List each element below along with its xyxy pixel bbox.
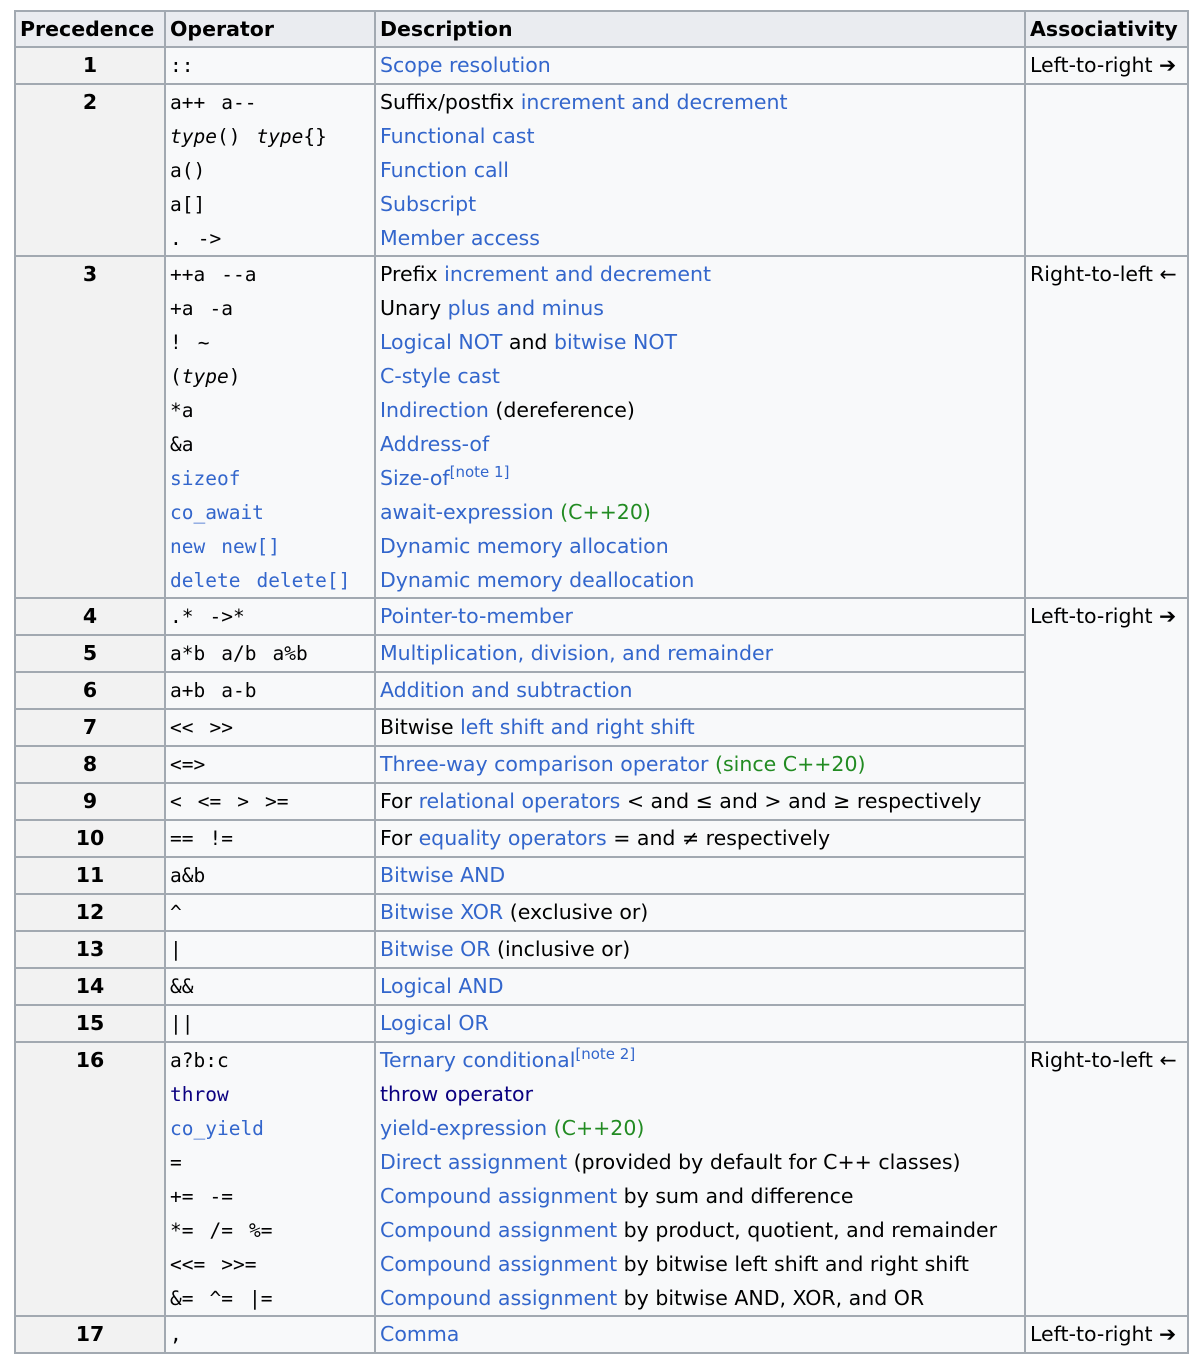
table-row bbox=[15, 746, 1188, 783]
description-link[interactable]: Function call bbox=[380, 158, 509, 182]
associativity-cell bbox=[1025, 1316, 1188, 1353]
header-associativity[interactable]: Associativity bbox=[1025, 11, 1188, 47]
operator-cell bbox=[165, 598, 375, 635]
operator-code: .* bbox=[170, 605, 194, 628]
description-cell bbox=[375, 84, 1025, 256]
operator-code: -> bbox=[197, 227, 222, 250]
description-link[interactable]: Compound assignment bbox=[380, 1286, 618, 1310]
description-text: Prefix bbox=[380, 262, 445, 286]
description-cell bbox=[375, 709, 1025, 746]
description-link[interactable]: Direct assignment bbox=[380, 1150, 568, 1174]
description-cell bbox=[375, 47, 1025, 84]
description-link[interactable]: throw operator bbox=[380, 1082, 533, 1106]
description-cell bbox=[375, 857, 1025, 894]
associativity-cell bbox=[1025, 84, 1188, 256]
description-link[interactable]: yield-expression bbox=[380, 1116, 548, 1140]
operator-code: <= bbox=[197, 790, 222, 813]
description-text: Unary bbox=[380, 296, 448, 320]
operator-keyword-link[interactable]: delete[] bbox=[256, 569, 351, 592]
description-link[interactable]: Logical NOT bbox=[380, 330, 503, 354]
table-row bbox=[15, 820, 1188, 857]
table-row bbox=[15, 256, 1188, 598]
operator-code: a-- bbox=[221, 91, 257, 114]
description-cell bbox=[375, 1042, 1025, 1316]
associativity-cell bbox=[1025, 1042, 1188, 1316]
table-row bbox=[15, 857, 1188, 894]
description-link[interactable]: Functional cast bbox=[380, 124, 535, 148]
description-cell bbox=[375, 894, 1025, 931]
description-link[interactable]: Bitwise OR bbox=[380, 937, 491, 961]
operator-code: {} bbox=[303, 125, 327, 148]
description-link[interactable]: Size-of bbox=[380, 466, 450, 490]
description-link[interactable]: Pointer-to-member bbox=[380, 604, 573, 628]
footnote-link[interactable]: [note 1] bbox=[449, 463, 510, 481]
operator-code: ! bbox=[170, 331, 182, 354]
precedence-cell: 13 bbox=[15, 931, 165, 968]
description-text: = and ≠ respectively bbox=[606, 826, 831, 850]
description-link[interactable]: Address-of bbox=[380, 432, 490, 456]
operator-code: ^= bbox=[209, 1287, 233, 1310]
associativity-text: Right-to-left ← bbox=[1030, 1048, 1177, 1072]
description-text: (dereference) bbox=[488, 398, 635, 422]
description-text: (exclusive or) bbox=[503, 900, 649, 924]
version-tag: (C++20) bbox=[547, 1116, 645, 1140]
description-link[interactable]: Addition and subtraction bbox=[380, 678, 633, 702]
operator-keyword-link[interactable]: co_yield bbox=[170, 1117, 264, 1140]
operator-code: >= bbox=[264, 790, 289, 813]
operator-keyword-link[interactable]: new bbox=[170, 535, 206, 558]
precedence-cell: 10 bbox=[15, 820, 165, 857]
description-text: by sum and difference bbox=[617, 1184, 854, 1208]
operator-cell bbox=[165, 635, 375, 672]
associativity-cell bbox=[1025, 598, 1188, 1042]
operator-code: &= bbox=[170, 1287, 194, 1310]
operator-code: *a bbox=[170, 399, 194, 422]
operator-cell bbox=[165, 783, 375, 820]
description-text: (provided by default for C++ classes) bbox=[567, 1150, 961, 1174]
header-row bbox=[15, 11, 1188, 47]
description-cell bbox=[375, 783, 1025, 820]
description-text: For bbox=[380, 789, 419, 813]
description-text: Suffix/postfix bbox=[380, 90, 521, 114]
operator-cell bbox=[165, 1042, 375, 1316]
description-link[interactable]: Three-way comparison operator bbox=[380, 752, 709, 776]
operator-code: a%b bbox=[272, 642, 308, 665]
description-link[interactable]: plus and minus bbox=[447, 296, 604, 320]
precedence-cell: 14 bbox=[15, 968, 165, 1005]
operator-cell bbox=[165, 820, 375, 857]
operator-cell bbox=[165, 672, 375, 709]
operator-code: a+b bbox=[170, 679, 206, 702]
operator-code: >> bbox=[209, 716, 233, 739]
description-link[interactable]: Member access bbox=[380, 226, 540, 250]
operator-code: ) bbox=[228, 365, 241, 388]
description-link[interactable]: Compound assignment bbox=[380, 1184, 618, 1208]
operator-code: ( bbox=[170, 365, 182, 388]
operator-code: ^ bbox=[170, 901, 182, 924]
operator-cell bbox=[165, 84, 375, 256]
description-link[interactable]: Ternary conditional bbox=[380, 1048, 576, 1072]
operator-code: += bbox=[170, 1185, 194, 1208]
operator-keyword-link[interactable]: co_await bbox=[170, 501, 264, 524]
table-row bbox=[15, 84, 1188, 256]
operator-code: a/b bbox=[221, 642, 257, 665]
associativity-text: Left-to-right ➔ bbox=[1030, 53, 1177, 77]
operator-code: +a bbox=[170, 297, 194, 320]
description-link[interactable]: Dynamic memory allocation bbox=[380, 534, 669, 558]
description-link[interactable]: await-expression bbox=[380, 500, 554, 524]
precedence-cell: 7 bbox=[15, 709, 165, 746]
version-tag: (C++20) bbox=[553, 500, 651, 524]
description-text: For bbox=[380, 826, 419, 850]
operator-code: a&b bbox=[170, 864, 206, 887]
operator-cell bbox=[165, 857, 375, 894]
associativity-text: Left-to-right ➔ bbox=[1030, 1322, 1177, 1346]
precedence-cell: 6 bbox=[15, 672, 165, 709]
operator-cell bbox=[165, 894, 375, 931]
table-row bbox=[15, 672, 1188, 709]
associativity-cell bbox=[1025, 256, 1188, 598]
description-text: (inclusive or) bbox=[490, 937, 631, 961]
header-operator[interactable]: Operator bbox=[165, 11, 375, 47]
precedence-cell: 1 bbox=[15, 47, 165, 84]
operator-code: <=> bbox=[170, 753, 206, 776]
precedence-cell: 8 bbox=[15, 746, 165, 783]
table-row bbox=[15, 968, 1188, 1005]
description-link[interactable]: Multiplication, division, and remainder bbox=[380, 641, 774, 665]
description-link[interactable]: increment and decrement bbox=[444, 262, 712, 286]
table-row bbox=[15, 635, 1188, 672]
operator-code: -a bbox=[209, 297, 233, 320]
footnote-link[interactable]: [note 2] bbox=[575, 1045, 636, 1063]
description-text: < and ≤ and > and ≥ respectively bbox=[620, 789, 982, 813]
operator-cell bbox=[165, 709, 375, 746]
operator-code: = bbox=[170, 1151, 182, 1174]
operator-cell bbox=[165, 256, 375, 598]
operator-precedence-table bbox=[14, 10, 1189, 1354]
precedence-cell: 16 bbox=[15, 1042, 165, 1316]
description-cell bbox=[375, 931, 1025, 968]
description-link[interactable]: Subscript bbox=[380, 192, 477, 216]
description-text: and bbox=[502, 330, 554, 354]
header-description[interactable]: Description bbox=[375, 11, 1025, 47]
operator-cell bbox=[165, 47, 375, 84]
description-text: Bitwise bbox=[380, 715, 461, 739]
description-text: by bitwise AND, XOR, and OR bbox=[617, 1286, 925, 1310]
description-text: by bitwise left shift and right shift bbox=[617, 1252, 969, 1276]
operator-code: ++a bbox=[170, 263, 206, 286]
operator-keyword-link[interactable]: new[] bbox=[221, 535, 280, 558]
operator-code: () bbox=[216, 125, 241, 148]
precedence-cell: 3 bbox=[15, 256, 165, 598]
operator-code: type bbox=[181, 365, 229, 388]
associativity-text: Right-to-left ← bbox=[1030, 262, 1177, 286]
operator-code: a++ bbox=[170, 91, 206, 114]
precedence-cell: 5 bbox=[15, 635, 165, 672]
operator-code: -= bbox=[209, 1185, 233, 1208]
description-link[interactable]: Bitwise AND bbox=[380, 863, 506, 887]
table-row bbox=[15, 709, 1188, 746]
operator-code: != bbox=[209, 827, 233, 850]
operator-code: &a bbox=[170, 433, 194, 456]
description-link[interactable]: equality operators bbox=[418, 826, 607, 850]
description-cell bbox=[375, 1316, 1025, 1353]
description-link[interactable]: Bitwise XOR bbox=[380, 900, 504, 924]
table-row bbox=[15, 47, 1188, 84]
operator-code: . bbox=[170, 227, 182, 250]
description-link[interactable]: increment and decrement bbox=[520, 90, 788, 114]
operator-cell bbox=[165, 746, 375, 783]
description-cell bbox=[375, 746, 1025, 783]
operator-code: >>= bbox=[221, 1253, 257, 1276]
operator-code: %= bbox=[248, 1219, 273, 1242]
description-link[interactable]: Compound assignment bbox=[380, 1218, 618, 1242]
description-link[interactable]: Indirection bbox=[380, 398, 489, 422]
precedence-cell: 17 bbox=[15, 1316, 165, 1353]
operator-code: /= bbox=[209, 1219, 233, 1242]
description-cell bbox=[375, 672, 1025, 709]
operator-keyword-link[interactable]: delete bbox=[170, 569, 241, 592]
description-link[interactable]: Comma bbox=[380, 1322, 460, 1346]
operator-cell bbox=[165, 1316, 375, 1353]
table-row bbox=[15, 783, 1188, 820]
operator-keyword-link[interactable]: throw bbox=[170, 1083, 229, 1106]
version-tag: (since C++20) bbox=[708, 752, 866, 776]
description-link[interactable]: bitwise NOT bbox=[553, 330, 677, 354]
description-link[interactable]: relational operators bbox=[418, 789, 621, 813]
operator-code: | bbox=[170, 938, 182, 961]
header-precedence[interactable]: Precedence bbox=[15, 11, 165, 47]
operator-code: type bbox=[170, 125, 217, 148]
description-cell bbox=[375, 256, 1025, 598]
operator-code: ~ bbox=[197, 331, 210, 354]
table-row bbox=[15, 1005, 1188, 1042]
operator-code: a-b bbox=[221, 679, 257, 702]
description-link[interactable]: Logical OR bbox=[380, 1011, 489, 1035]
description-link[interactable]: Dynamic memory deallocation bbox=[380, 568, 695, 592]
precedence-cell: 12 bbox=[15, 894, 165, 931]
associativity-text: Left-to-right ➔ bbox=[1030, 604, 1177, 628]
description-cell bbox=[375, 1005, 1025, 1042]
operator-code: |= bbox=[248, 1287, 273, 1310]
operator-code: a[] bbox=[170, 193, 206, 216]
operator-code: a?b:c bbox=[170, 1049, 229, 1072]
operator-code: a*b bbox=[170, 642, 206, 665]
operator-keyword-link[interactable]: sizeof bbox=[170, 467, 241, 490]
operator-code: *= bbox=[170, 1219, 194, 1242]
operator-code: a() bbox=[170, 159, 206, 182]
description-cell bbox=[375, 598, 1025, 635]
precedence-cell: 11 bbox=[15, 857, 165, 894]
table-row bbox=[15, 931, 1188, 968]
precedence-cell: 15 bbox=[15, 1005, 165, 1042]
operator-cell bbox=[165, 931, 375, 968]
description-link[interactable]: Compound assignment bbox=[380, 1252, 618, 1276]
description-cell bbox=[375, 968, 1025, 1005]
operator-code: == bbox=[170, 827, 194, 850]
description-cell bbox=[375, 635, 1025, 672]
operator-code: || bbox=[170, 1012, 194, 1035]
precedence-cell: 4 bbox=[15, 598, 165, 635]
table-row bbox=[15, 598, 1188, 635]
operator-code: :: bbox=[170, 54, 194, 77]
description-link[interactable]: left shift and right shift bbox=[460, 715, 695, 739]
operator-cell bbox=[165, 1005, 375, 1042]
operator-code: , bbox=[170, 1323, 182, 1346]
precedence-cell: 2 bbox=[15, 84, 165, 256]
operator-code: ->* bbox=[209, 605, 245, 628]
description-link[interactable]: Scope resolution bbox=[380, 53, 551, 77]
associativity-cell bbox=[1025, 47, 1188, 84]
description-link[interactable]: Logical AND bbox=[380, 974, 504, 998]
operator-cell bbox=[165, 968, 375, 1005]
operator-code: << bbox=[170, 716, 194, 739]
operator-code: --a bbox=[221, 263, 257, 286]
description-text: by product, quotient, and remainder bbox=[617, 1218, 998, 1242]
operator-code: < bbox=[170, 790, 182, 813]
operator-code: <<= bbox=[170, 1253, 206, 1276]
table-row bbox=[15, 1042, 1188, 1316]
precedence-cell: 9 bbox=[15, 783, 165, 820]
description-cell bbox=[375, 820, 1025, 857]
operator-code: type bbox=[256, 125, 304, 148]
table-row bbox=[15, 894, 1188, 931]
operator-code: > bbox=[237, 790, 249, 813]
operator-code: && bbox=[170, 975, 194, 998]
table-row bbox=[15, 1316, 1188, 1353]
description-link[interactable]: C-style cast bbox=[380, 364, 500, 388]
